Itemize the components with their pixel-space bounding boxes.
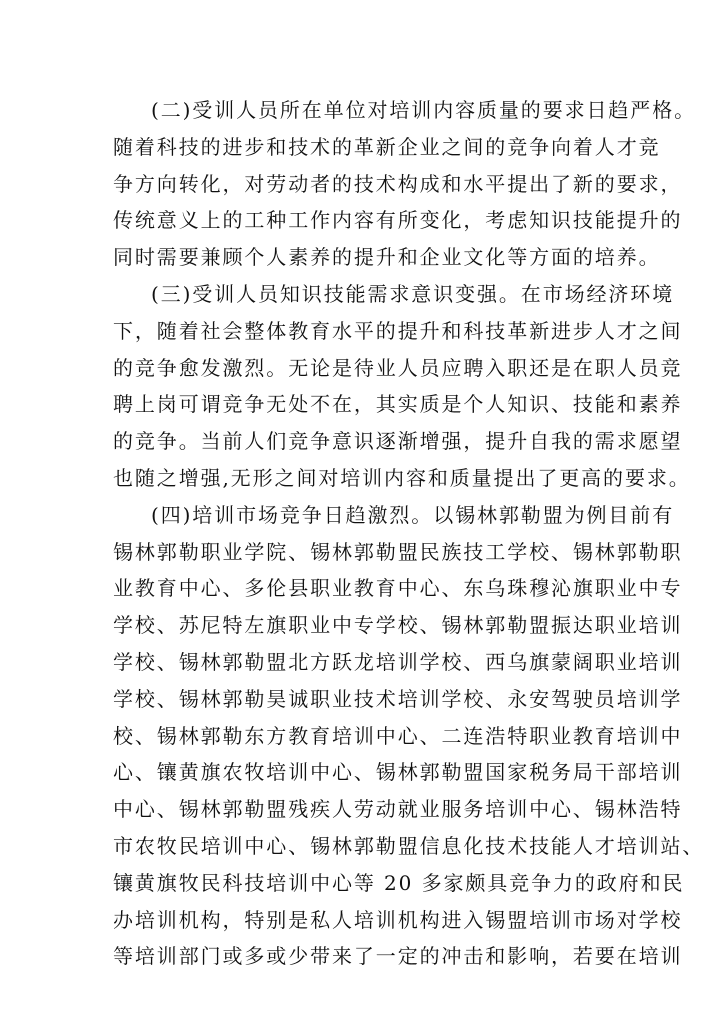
paragraph-4-line: 学校、苏尼特左旗职业中专学校、锡林郭勒盟振达职业培训	[113, 613, 683, 638]
paragraph-4-line: 镶黄旗牧民科技培训中心等 20 多家颇具竞争力的政府和民	[113, 870, 685, 895]
paragraph-4-line: 学校、锡林郭勒昊诚职业技术培训学校、永安驾驶员培训学	[113, 686, 683, 711]
paragraph-4-line: 心、镶黄旗农牧培训中心、锡林郭勒盟国家税务局干部培训	[113, 760, 683, 785]
paragraph-2-line: 传统意义上的工种工作内容有所变化，考虑知识技能提升的	[113, 208, 683, 233]
paragraph-4-line: 办培训机构，特别是私人培训机构进入锡盟培训市场对学校	[113, 907, 683, 932]
paragraph-3-line: 的竞争。当前人们竞争意识逐渐增强，提升自我的需求愿望	[113, 429, 683, 454]
paragraph-2-line: 争方向转化，对劳动者的技术构成和水平提出了新的要求，	[113, 171, 683, 196]
paragraph-4-line: 锡林郭勒职业学院、锡林郭勒盟民族技工学校、锡林郭勒职	[113, 539, 683, 564]
paragraph-2-heading-line: (二)受训人员所在单位对培训内容质量的要求日趋严格。	[151, 98, 697, 122]
paragraph-4-line: 业教育中心、多伦县职业教育中心、东乌珠穆沁旗职业中专	[113, 576, 683, 601]
paragraph-4-line: 学校、锡林郭勒盟北方跃龙培训学校、西乌旗蒙阔职业培训	[113, 649, 683, 674]
paragraph-2-line: 随着科技的进步和技术的革新企业之间的竞争向着人才竞	[113, 134, 661, 159]
paragraph-4-heading-line: (四)培训市场竞争日趋激烈。以锡林郭勒盟为例目前有	[151, 502, 675, 527]
paragraph-3-heading-line: (三)受训人员知识技能需求意识变强。在市场经济环境	[151, 281, 675, 306]
paragraph-3-line: 下，随着社会整体教育水平的提升和科技革新进步人才之间	[113, 318, 683, 343]
paragraph-4-line: 等培训部门或多或少带来了一定的冲击和影响，若要在培训	[113, 944, 683, 969]
paragraph-3-line: 聘上岗可谓竞争无处不在，其实质是个人知识、技能和素养	[113, 392, 683, 417]
paragraph-4-line: 中心、锡林郭勒盟残疾人劳动就业服务培训中心、锡林浩特	[113, 797, 683, 822]
paragraph-2-line: 同时需要兼顾个人素养的提升和企业文化等方面的培养。	[113, 245, 661, 270]
paragraph-4-line: 市农牧民培训中心、锡林郭勒盟信息化技术技能人才培训站、	[113, 833, 705, 858]
paragraph-4-line: 校、锡林郭勒东方教育培训中心、二连浩特职业教育培训中	[113, 723, 683, 748]
paragraph-3-line: 的竞争愈发激烈。无论是待业人员应聘入职还是在职人员竞	[113, 355, 683, 380]
body-text	[113, 92, 705, 975]
paragraph-3-line: 也随之增强,无形之间对培训内容和质量提出了更高的要求。	[113, 465, 691, 490]
